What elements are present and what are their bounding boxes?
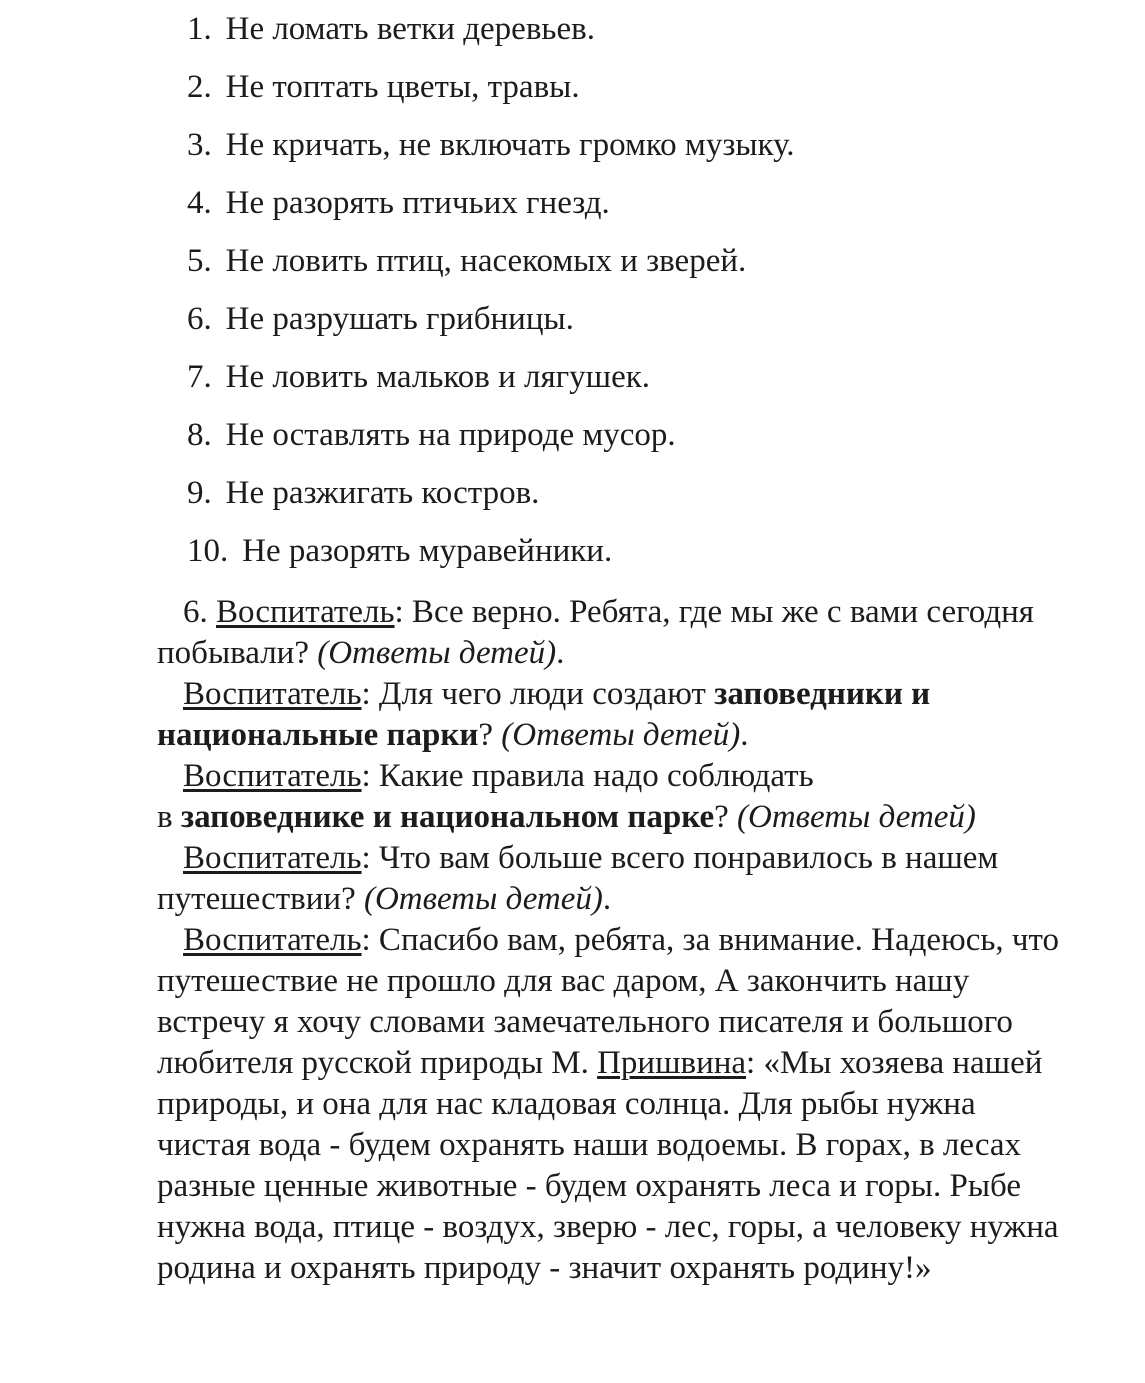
rule-number: 2. (187, 69, 212, 105)
rule-number: 1. (187, 11, 212, 47)
rule-text: Не ломать ветки деревьев. (225, 11, 595, 47)
answers-note: (Ответы детей) (363, 881, 603, 917)
rule-item-4 (157, 183, 1077, 224)
rule-number: 6. (187, 301, 212, 337)
list-number-prefix: 6. (183, 594, 216, 630)
speech-text: : Спасибо вам, ребята, за внимание. Надеюсь, что путешествие не прошло для вас даром, А закончить нашу встречу я хочу словами замечательного писателя и большого любителя русской природы М. (157, 922, 1059, 1081)
rule-text: Не кричать, не включать громко музыку. (225, 127, 795, 163)
speaker-name: Воспитатель (183, 840, 362, 876)
dialog-paragraph-2 (157, 674, 1077, 756)
rule-number: 7. (187, 359, 212, 395)
speech-text: : Все верно. Ребята, где мы же с вами сегодня побывали? (157, 594, 1034, 671)
dialog-paragraph-3 (157, 756, 1077, 838)
rule-item-8 (157, 415, 1077, 456)
bold-term: заповедники и национальные парки (157, 676, 931, 753)
answers-note: (Ответы детей) (317, 635, 557, 671)
dialog-paragraph-1 (157, 592, 1077, 674)
rule-number: 10. (187, 533, 229, 569)
rule-item-10 (157, 531, 1077, 572)
dialog-paragraph-4 (157, 838, 1077, 920)
sentence-end: . (556, 635, 565, 671)
rules-list (157, 9, 1077, 572)
rule-item-6 (157, 299, 1077, 340)
bold-term: заповеднике и национальном парке (180, 799, 715, 835)
speaker-name: Воспитатель (183, 758, 362, 794)
speech-text: : Для чего люди создают (361, 676, 715, 712)
sentence-end: . (740, 717, 749, 753)
speech-text: ? (714, 799, 738, 835)
speaker-name: Воспитатель (216, 594, 395, 630)
sentence-end: . (602, 881, 612, 917)
rule-text: Не ловить птиц, насекомых и зверей. (225, 243, 747, 279)
answers-note: (Ответы детей) (737, 799, 976, 835)
rule-text: Не оставлять на природе мусор. (225, 417, 676, 453)
speech-text: : Что вам больше всего понравилось в нашем путешествии? (157, 840, 999, 917)
answers-note: (Ответы детей) (501, 717, 741, 753)
speech-text: ? (478, 717, 502, 753)
rule-item-2 (157, 67, 1077, 108)
rule-text: Не разжигать костров. (225, 475, 540, 511)
rule-number: 5. (187, 243, 212, 279)
speaker-name: Воспитатель (183, 922, 362, 958)
rule-item-9 (157, 473, 1077, 514)
speech-text: в (157, 799, 181, 835)
rule-item-7 (157, 357, 1077, 398)
rule-item-5 (157, 241, 1077, 282)
dialog-section (157, 592, 1077, 1289)
rule-text: Не разорять муравейники. (242, 533, 613, 569)
quote-text: : «Мы хозяева нашей природы, и она для нас кладовая солнца. Для рыбы нужна чистая вода - будем охранять наши водоемы. В горах, в лесах разные ценные животные - будем охранять леса и горы. Рыбе нужна вода, птице - воздух, зверю - лес, горы, а человеку нужна родина и охранять природу - значит охранять родину!» (157, 1045, 1059, 1286)
rule-text: Не ловить мальков и лягушек. (225, 359, 651, 395)
rule-number: 4. (187, 185, 212, 221)
rule-text: Не разорять птичьих гнезд. (225, 185, 610, 221)
rule-number: 3. (187, 127, 212, 163)
rule-item-3 (157, 125, 1077, 166)
speaker-name: Воспитатель (183, 676, 362, 712)
rule-number: 8. (187, 417, 212, 453)
speech-text: : Какие правила надо соблюдать (361, 758, 814, 794)
rule-item-1 (157, 9, 1077, 50)
rule-number: 9. (187, 475, 212, 511)
author-name: Пришвина (597, 1045, 747, 1081)
rule-text: Не разрушать грибницы. (225, 301, 574, 337)
rule-text: Не топтать цветы, травы. (225, 69, 580, 105)
dialog-paragraph-5 (157, 920, 1077, 1289)
